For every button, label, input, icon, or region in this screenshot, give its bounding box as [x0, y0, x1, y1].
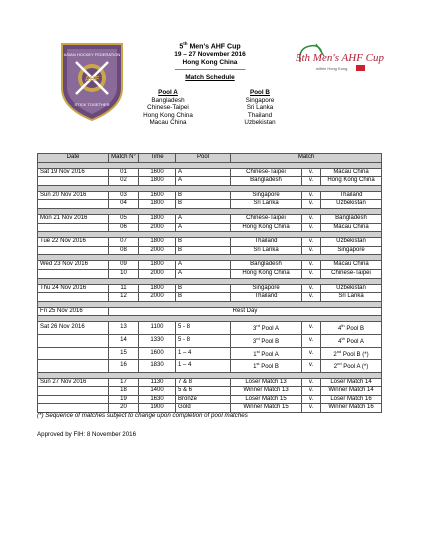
- table-row: [38, 378, 382, 387]
- table-header-row: [38, 154, 382, 163]
- away-team-cell: Sri Lanka: [321, 293, 382, 302]
- time-cell: 1130: [139, 378, 176, 387]
- date-cell: Tue 22 Nov 2016: [38, 238, 109, 247]
- versus-cell: v.: [302, 246, 321, 255]
- versus-cell: v.: [302, 360, 321, 373]
- time-cell: 1100: [139, 322, 176, 335]
- versus-cell: v.: [302, 293, 321, 302]
- pool-cell: 1 – 4: [176, 360, 231, 373]
- home-team-cell: Sri Lanka: [231, 246, 302, 255]
- away-team-cell: Uzbekistan: [321, 238, 382, 247]
- home-team-cell: 1st Pool A: [231, 347, 302, 360]
- home-team-cell: Bangladesh: [231, 177, 302, 186]
- versus-cell: v.: [302, 223, 321, 232]
- date-cell: Sun 20 Nov 2016: [38, 191, 109, 200]
- versus-cell: v.: [302, 238, 321, 247]
- date-cell: Sat 19 Nov 2016: [38, 168, 109, 177]
- table-row: [38, 347, 382, 360]
- away-team-cell: Thailand: [321, 191, 382, 200]
- time-cell: 1600: [139, 168, 176, 177]
- away-team-cell: Hong Kong China: [321, 177, 382, 186]
- home-team-cell: Chinese-Taipei: [231, 168, 302, 177]
- pool-cell: Bronze: [176, 395, 231, 404]
- time-cell: 1800: [139, 214, 176, 223]
- date-cell: Mon 21 Nov 2016: [38, 214, 109, 223]
- away-team-cell: Winner Match 16: [321, 404, 382, 413]
- approval-line: Approved by FIH: 8 November 2016: [37, 431, 137, 438]
- home-team-cell: Hong Kong China: [231, 223, 302, 232]
- home-team-cell: Thailand: [231, 293, 302, 302]
- svg-text:AHF: AHF: [84, 76, 100, 83]
- pool-a-team: Chinese-Taipei: [147, 104, 189, 112]
- time-cell: 1900: [139, 404, 176, 413]
- away-team-cell: Bangladesh: [321, 214, 382, 223]
- away-team-cell: Loser Match 14: [321, 378, 382, 387]
- home-team-cell: Winner Match 13: [231, 387, 302, 396]
- cup-logo-subtext: within Hong Kong: [316, 66, 348, 71]
- date-cell: Sat 26 Nov 2016: [38, 322, 109, 335]
- time-cell: 1630: [139, 395, 176, 404]
- date-cell: [38, 269, 109, 278]
- header-match-no: Match N°: [109, 154, 139, 163]
- home-team-cell: Chinese-Taipei: [231, 214, 302, 223]
- pool-b-team: Thailand: [247, 111, 273, 119]
- pool-cell: B: [176, 200, 231, 209]
- pool-a-team: Hong Kong China: [143, 111, 193, 119]
- time-cell: 1600: [139, 347, 176, 360]
- header-match: Match: [231, 154, 382, 163]
- home-team-cell: 3rd Pool A: [231, 322, 302, 335]
- pool-cell: B: [176, 191, 231, 200]
- table-row: [38, 177, 382, 186]
- time-cell: 2000: [139, 223, 176, 232]
- pool-cell: 7 & 8: [176, 378, 231, 387]
- away-team-cell: Singapore: [321, 246, 382, 255]
- match-no-cell: 11: [109, 284, 139, 293]
- ahf-logo: [58, 38, 126, 122]
- time-cell: 2000: [139, 293, 176, 302]
- table-row: [38, 395, 382, 404]
- versus-cell: v.: [302, 322, 321, 335]
- table-row: [38, 168, 382, 177]
- time-cell: 1800: [139, 177, 176, 186]
- pool-a-team: Macau China: [149, 119, 187, 127]
- pool-b-team: Singapore: [245, 96, 275, 104]
- table-row: [38, 238, 382, 247]
- hk-flag-icon: [356, 65, 365, 71]
- away-team-cell: Macau China: [321, 261, 382, 270]
- home-team-cell: Loser Match 13: [231, 378, 302, 387]
- header-rule: -----------------------------------------------: [174, 67, 246, 74]
- pool-cell: 5 - 8: [176, 322, 231, 335]
- table-row: [38, 293, 382, 302]
- time-cell: 1330: [139, 334, 176, 347]
- date-cell: [38, 246, 109, 255]
- date-cell: [38, 387, 109, 396]
- match-no-cell: 01: [109, 168, 139, 177]
- date-cell: [38, 395, 109, 404]
- pool-cell: A: [176, 177, 231, 186]
- header-time: Time: [139, 154, 176, 163]
- versus-cell: v.: [302, 269, 321, 278]
- match-no-cell: 05: [109, 214, 139, 223]
- pool-cell: Gold: [176, 404, 231, 413]
- versus-cell: v.: [302, 191, 321, 200]
- schedule-note: (*) Sequence of matches subject to change upon completion of pool matches: [37, 412, 248, 419]
- table-row: [38, 200, 382, 209]
- date-cell: Fri 25 Nov 2016: [38, 307, 109, 316]
- match-no-cell: 04: [109, 200, 139, 209]
- table-row: [38, 191, 382, 200]
- time-cell: 1800: [139, 238, 176, 247]
- versus-cell: v.: [302, 378, 321, 387]
- table-row: [38, 269, 382, 278]
- pool-cell: 5 & 6: [176, 387, 231, 396]
- table-row: [38, 322, 382, 335]
- header-date: Date: [38, 154, 109, 163]
- home-team-cell: Hong Kong China: [231, 269, 302, 278]
- table-row: [38, 284, 382, 293]
- match-no-cell: 19: [109, 395, 139, 404]
- home-team-cell: Sri Lanka: [231, 200, 302, 209]
- document-header: [150, 40, 270, 82]
- rest-day-cell: Rest Day: [109, 307, 382, 316]
- time-cell: 1400: [139, 387, 176, 396]
- pool-cell: A: [176, 223, 231, 232]
- home-team-cell: Thailand: [231, 238, 302, 247]
- match-no-cell: 17: [109, 378, 139, 387]
- tournament-venue: Hong Kong China: [182, 59, 238, 67]
- svg-text:ASIAN HOCKEY FEDERATION: ASIAN HOCKEY FEDERATION: [63, 52, 121, 57]
- pool-a-team: Bangladesh: [151, 96, 185, 104]
- pool-b: [220, 89, 300, 127]
- table-row: [38, 307, 382, 316]
- time-cell: 1800: [139, 261, 176, 270]
- date-cell: [38, 347, 109, 360]
- pool-cell: A: [176, 168, 231, 177]
- match-no-cell: 08: [109, 246, 139, 255]
- match-no-cell: 06: [109, 223, 139, 232]
- time-cell: 2000: [139, 269, 176, 278]
- versus-cell: v.: [302, 261, 321, 270]
- date-cell: Sun 27 Nov 2016: [38, 378, 109, 387]
- date-cell: Thu 24 Nov 2016: [38, 284, 109, 293]
- versus-cell: v.: [302, 214, 321, 223]
- header-pool: Pool: [176, 154, 231, 163]
- home-team-cell: Winner Match 15: [231, 404, 302, 413]
- table-row: [38, 246, 382, 255]
- table-row: [38, 360, 382, 373]
- match-no-cell: 14: [109, 334, 139, 347]
- pool-b-title: Pool B: [250, 89, 270, 96]
- pool-cell: B: [176, 293, 231, 302]
- pool-b-team: Uzbekistan: [244, 119, 276, 127]
- match-no-cell: 03: [109, 191, 139, 200]
- versus-cell: v.: [302, 168, 321, 177]
- pool-b-team: Sri Lanka: [246, 104, 274, 112]
- versus-cell: v.: [302, 387, 321, 396]
- match-no-cell: 13: [109, 322, 139, 335]
- away-team-cell: Chinese-Taipei: [321, 269, 382, 278]
- match-no-cell: 02: [109, 177, 139, 186]
- versus-cell: v.: [302, 177, 321, 186]
- cup-logo: [296, 50, 385, 80]
- home-team-cell: Bangladesh: [231, 261, 302, 270]
- versus-cell: v.: [302, 284, 321, 293]
- schedule-heading: Match Schedule: [185, 74, 235, 82]
- versus-cell: v.: [302, 395, 321, 404]
- pool-a: [128, 89, 208, 127]
- match-no-cell: 09: [109, 261, 139, 270]
- pool-cell: A: [176, 261, 231, 270]
- date-cell: [38, 177, 109, 186]
- away-team-cell: Uzbekistan: [321, 284, 382, 293]
- date-cell: [38, 334, 109, 347]
- table-row: [38, 223, 382, 232]
- away-team-cell: Macau China: [321, 168, 382, 177]
- time-cell: 1800: [139, 200, 176, 209]
- match-no-cell: 10: [109, 269, 139, 278]
- pool-cell: 1 – 4: [176, 347, 231, 360]
- away-team-cell: Loser Match 16: [321, 395, 382, 404]
- home-team-cell: Singapore: [231, 191, 302, 200]
- match-no-cell: 12: [109, 293, 139, 302]
- pool-cell: A: [176, 269, 231, 278]
- date-cell: [38, 223, 109, 232]
- home-team-cell: 1st Pool B: [231, 360, 302, 373]
- pool-cell: A: [176, 214, 231, 223]
- tournament-title: 5th Men's AHF Cup: [179, 41, 241, 51]
- table-row: [38, 334, 382, 347]
- svg-text:STICK TOGETHER: STICK TOGETHER: [74, 102, 110, 107]
- away-team-cell: Uzbekistan: [321, 200, 382, 209]
- date-cell: [38, 293, 109, 302]
- time-cell: 1830: [139, 360, 176, 373]
- pool-a-title: Pool A: [158, 89, 178, 96]
- home-team-cell: Loser Match 15: [231, 395, 302, 404]
- match-schedule-table: [37, 153, 382, 413]
- away-team-cell: 4th Pool A: [321, 334, 382, 347]
- away-team-cell: Winner Match 14: [321, 387, 382, 396]
- match-no-cell: 16: [109, 360, 139, 373]
- time-cell: 1800: [139, 284, 176, 293]
- table-row: [38, 387, 382, 396]
- pool-cell: B: [176, 238, 231, 247]
- versus-cell: v.: [302, 347, 321, 360]
- pool-cell: B: [176, 246, 231, 255]
- versus-cell: v.: [302, 200, 321, 209]
- date-cell: [38, 360, 109, 373]
- away-team-cell: 4th Pool B: [321, 322, 382, 335]
- table-row: [38, 261, 382, 270]
- versus-cell: v.: [302, 404, 321, 413]
- away-team-cell: Macau China: [321, 223, 382, 232]
- pool-cell: B: [176, 284, 231, 293]
- match-no-cell: 20: [109, 404, 139, 413]
- table-row: [38, 214, 382, 223]
- date-cell: [38, 200, 109, 209]
- cup-logo-text: 5th Men's AHF Cup: [296, 52, 385, 64]
- away-team-cell: 2nd Pool A (*): [321, 360, 382, 373]
- time-cell: 2000: [139, 246, 176, 255]
- time-cell: 1600: [139, 191, 176, 200]
- date-cell: Wed 23 Nov 2016: [38, 261, 109, 270]
- match-no-cell: 07: [109, 238, 139, 247]
- away-team-cell: 2nd Pool B (*): [321, 347, 382, 360]
- match-no-cell: 18: [109, 387, 139, 396]
- home-team-cell: 3rd Pool B: [231, 334, 302, 347]
- tournament-dates: 19 – 27 November 2016: [174, 51, 246, 59]
- home-team-cell: Singapore: [231, 284, 302, 293]
- match-no-cell: 15: [109, 347, 139, 360]
- versus-cell: v.: [302, 334, 321, 347]
- pool-cell: 5 - 8: [176, 334, 231, 347]
